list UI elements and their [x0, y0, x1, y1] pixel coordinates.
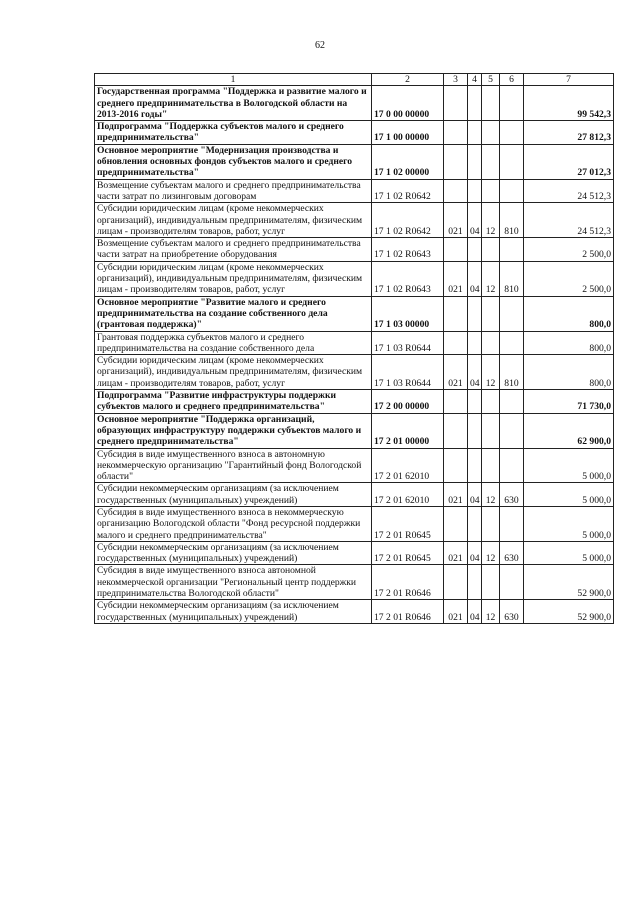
row-code-cell: 17 2 01 62010 — [372, 483, 444, 507]
row-sum-cell: 71 730,0 — [524, 390, 614, 414]
row-code-cell: 17 2 01 R0646 — [372, 565, 444, 600]
row-rz-cell: 04 — [468, 483, 482, 507]
row-sum-cell: 5 000,0 — [524, 541, 614, 565]
row-pr-cell: 12 — [482, 541, 500, 565]
row-sum-cell: 24 512,3 — [524, 203, 614, 238]
row-pr-cell: 12 — [482, 203, 500, 238]
row-rz-cell: 04 — [468, 261, 482, 296]
row-code-cell: 17 1 02 R0643 — [372, 261, 444, 296]
row-name-cell: Основное мероприятие "Модернизация производства и обновления основных фондов субъектов малого и среднего предпринимательства" — [95, 144, 372, 179]
row-gr-cell — [444, 565, 468, 600]
row-code-cell: 17 1 02 00000 — [372, 144, 444, 179]
row-name-cell: Государственная программа "Поддержка и развитие малого и среднего предпринимательства в Вологодской области на 2013-2016 годы" — [95, 86, 372, 121]
header-cell-vr: 6 — [500, 74, 524, 86]
row-code-cell: 17 1 00 00000 — [372, 121, 444, 145]
row-vr-cell — [500, 390, 524, 414]
row-sum-cell: 5 000,0 — [524, 448, 614, 483]
row-code-cell: 17 1 02 R0642 — [372, 203, 444, 238]
budget-table — [94, 73, 614, 624]
row-gr-cell — [444, 86, 468, 121]
row-gr-cell — [444, 390, 468, 414]
row-pr-cell: 12 — [482, 355, 500, 390]
header-cell-name: 1 — [95, 74, 372, 86]
header-row — [95, 74, 614, 86]
row-pr-cell — [482, 331, 500, 355]
table-row — [95, 203, 614, 238]
row-rz-cell — [468, 390, 482, 414]
row-sum-cell: 800,0 — [524, 296, 614, 331]
row-rz-cell: 04 — [468, 600, 482, 624]
row-vr-cell: 810 — [500, 203, 524, 238]
row-pr-cell — [482, 448, 500, 483]
table-row — [95, 296, 614, 331]
row-pr-cell — [482, 121, 500, 145]
row-name-cell: Субсидия в виде имущественного взноса автономной некоммерческой организации "Региональный центр поддержки предпринимательства Вологодской области" — [95, 565, 372, 600]
row-name-cell: Основное мероприятие "Развитие малого и среднего предпринимательства на создание собственного дела (грантовая поддержка)" — [95, 296, 372, 331]
row-name-cell: Возмещение субъектам малого и среднего предпринимательства части затрат на приобретение оборудования — [95, 238, 372, 262]
row-rz-cell — [468, 448, 482, 483]
row-name-cell: Субсидия в виде имущественного взноса в автономную некоммерческую организацию "Гарантийный фонд Вологодской области" — [95, 448, 372, 483]
table-row — [95, 261, 614, 296]
table-row — [95, 121, 614, 145]
table-row — [95, 144, 614, 179]
row-gr-cell — [444, 238, 468, 262]
row-sum-cell: 800,0 — [524, 355, 614, 390]
row-rz-cell: 04 — [468, 541, 482, 565]
row-sum-cell: 5 000,0 — [524, 483, 614, 507]
row-code-cell: 17 2 00 00000 — [372, 390, 444, 414]
table-row — [95, 355, 614, 390]
row-gr-cell: 021 — [444, 600, 468, 624]
row-rz-cell: 04 — [468, 355, 482, 390]
row-gr-cell — [444, 448, 468, 483]
row-code-cell: 17 0 00 00000 — [372, 86, 444, 121]
row-code-cell: 17 2 01 R0645 — [372, 541, 444, 565]
row-pr-cell — [482, 296, 500, 331]
row-sum-cell: 800,0 — [524, 331, 614, 355]
table-row — [95, 86, 614, 121]
row-name-cell: Основное мероприятие "Поддержка организаций, образующих инфраструктуру поддержки субъектов малого и среднего предпринимательства" — [95, 413, 372, 448]
row-vr-cell: 630 — [500, 483, 524, 507]
row-vr-cell — [500, 413, 524, 448]
row-pr-cell — [482, 144, 500, 179]
row-code-cell: 17 1 02 R0643 — [372, 238, 444, 262]
row-gr-cell — [444, 506, 468, 541]
row-pr-cell: 12 — [482, 261, 500, 296]
table-row — [95, 390, 614, 414]
row-vr-cell — [500, 448, 524, 483]
table-row — [95, 413, 614, 448]
row-vr-cell — [500, 565, 524, 600]
row-code-cell: 17 2 01 00000 — [372, 413, 444, 448]
row-name-cell: Субсидии юридическим лицам (кроме некоммерческих организаций), индивидуальным предпринимателям, физическим лицам - производителям товаров, работ, услуг — [95, 261, 372, 296]
row-rz-cell — [468, 413, 482, 448]
row-gr-cell: 021 — [444, 541, 468, 565]
row-vr-cell — [500, 331, 524, 355]
row-code-cell: 17 1 03 R0644 — [372, 331, 444, 355]
row-rz-cell — [468, 565, 482, 600]
row-gr-cell — [444, 296, 468, 331]
table-row — [95, 483, 614, 507]
table-row — [95, 448, 614, 483]
row-name-cell: Подпрограмма "Поддержка субъектов малого и среднего предпринимательства" — [95, 121, 372, 145]
table-row — [95, 565, 614, 600]
table-row — [95, 238, 614, 262]
row-rz-cell: 04 — [468, 203, 482, 238]
row-rz-cell — [468, 121, 482, 145]
row-sum-cell: 99 542,3 — [524, 86, 614, 121]
header-cell-sum: 7 — [524, 74, 614, 86]
row-gr-cell: 021 — [444, 483, 468, 507]
row-gr-cell: 021 — [444, 261, 468, 296]
row-name-cell: Субсидия в виде имущественного взноса в некоммерческую организацию Вологодской области "Фонд ресурсной поддержки малого и среднего предпринимательства" — [95, 506, 372, 541]
row-name-cell: Грантовая поддержка субъектов малого и среднего предпринимательства на создание собственного дела — [95, 331, 372, 355]
row-name-cell: Субсидии некоммерческим организациям (за исключением государственных (муниципальных) учреждений) — [95, 483, 372, 507]
row-code-cell: 17 2 01 R0645 — [372, 506, 444, 541]
header-cell-pr: 5 — [482, 74, 500, 86]
row-sum-cell: 27 012,3 — [524, 144, 614, 179]
row-gr-cell — [444, 413, 468, 448]
row-gr-cell — [444, 179, 468, 203]
table-row — [95, 179, 614, 203]
row-pr-cell — [482, 565, 500, 600]
page-number: 62 — [315, 40, 325, 51]
header-cell-code: 2 — [372, 74, 444, 86]
row-vr-cell — [500, 86, 524, 121]
row-pr-cell — [482, 390, 500, 414]
row-sum-cell: 27 812,3 — [524, 121, 614, 145]
row-code-cell: 17 2 01 62010 — [372, 448, 444, 483]
row-vr-cell — [500, 296, 524, 331]
header-cell-rz: 4 — [468, 74, 482, 86]
header-cell-gr: 3 — [444, 74, 468, 86]
row-rz-cell — [468, 238, 482, 262]
row-name-cell: Подпрограмма "Развитие инфраструктуры поддержки субъектов малого и среднего предпринимательства" — [95, 390, 372, 414]
table-row — [95, 541, 614, 565]
row-pr-cell — [482, 179, 500, 203]
row-rz-cell — [468, 144, 482, 179]
table-row — [95, 506, 614, 541]
table-row — [95, 600, 614, 624]
row-name-cell: Субсидии юридическим лицам (кроме некоммерческих организаций), индивидуальным предпринимателям, физическим лицам - производителям товаров, работ, услуг — [95, 203, 372, 238]
table-row — [95, 331, 614, 355]
row-name-cell: Возмещение субъектам малого и среднего предпринимательства части затрат по лизинговым договорам — [95, 179, 372, 203]
row-sum-cell: 5 000,0 — [524, 506, 614, 541]
row-sum-cell: 52 900,0 — [524, 600, 614, 624]
row-rz-cell — [468, 296, 482, 331]
row-code-cell: 17 1 02 R0642 — [372, 179, 444, 203]
row-sum-cell: 62 900,0 — [524, 413, 614, 448]
row-vr-cell — [500, 121, 524, 145]
row-vr-cell — [500, 179, 524, 203]
row-rz-cell — [468, 179, 482, 203]
row-vr-cell: 630 — [500, 541, 524, 565]
row-gr-cell: 021 — [444, 203, 468, 238]
row-vr-cell — [500, 144, 524, 179]
row-gr-cell: 021 — [444, 355, 468, 390]
row-code-cell: 17 2 01 R0646 — [372, 600, 444, 624]
row-vr-cell: 810 — [500, 355, 524, 390]
row-pr-cell — [482, 506, 500, 541]
row-name-cell: Субсидии некоммерческим организациям (за исключением государственных (муниципальных) учреждений) — [95, 600, 372, 624]
row-pr-cell — [482, 86, 500, 121]
row-rz-cell — [468, 86, 482, 121]
row-pr-cell — [482, 238, 500, 262]
row-code-cell: 17 1 03 R0644 — [372, 355, 444, 390]
row-vr-cell — [500, 506, 524, 541]
row-sum-cell: 2 500,0 — [524, 238, 614, 262]
row-sum-cell: 24 512,3 — [524, 179, 614, 203]
row-pr-cell — [482, 413, 500, 448]
row-name-cell: Субсидии юридическим лицам (кроме некоммерческих организаций), индивидуальным предпринимателям, физическим лицам - производителям товаров, работ, услуг — [95, 355, 372, 390]
row-sum-cell: 52 900,0 — [524, 565, 614, 600]
row-sum-cell: 2 500,0 — [524, 261, 614, 296]
row-rz-cell — [468, 331, 482, 355]
row-vr-cell: 630 — [500, 600, 524, 624]
row-gr-cell — [444, 144, 468, 179]
row-pr-cell: 12 — [482, 600, 500, 624]
row-vr-cell — [500, 238, 524, 262]
row-gr-cell — [444, 331, 468, 355]
row-pr-cell: 12 — [482, 483, 500, 507]
row-vr-cell: 810 — [500, 261, 524, 296]
row-name-cell: Субсидии некоммерческим организациям (за исключением государственных (муниципальных) учреждений) — [95, 541, 372, 565]
row-gr-cell — [444, 121, 468, 145]
row-code-cell: 17 1 03 00000 — [372, 296, 444, 331]
row-rz-cell — [468, 506, 482, 541]
